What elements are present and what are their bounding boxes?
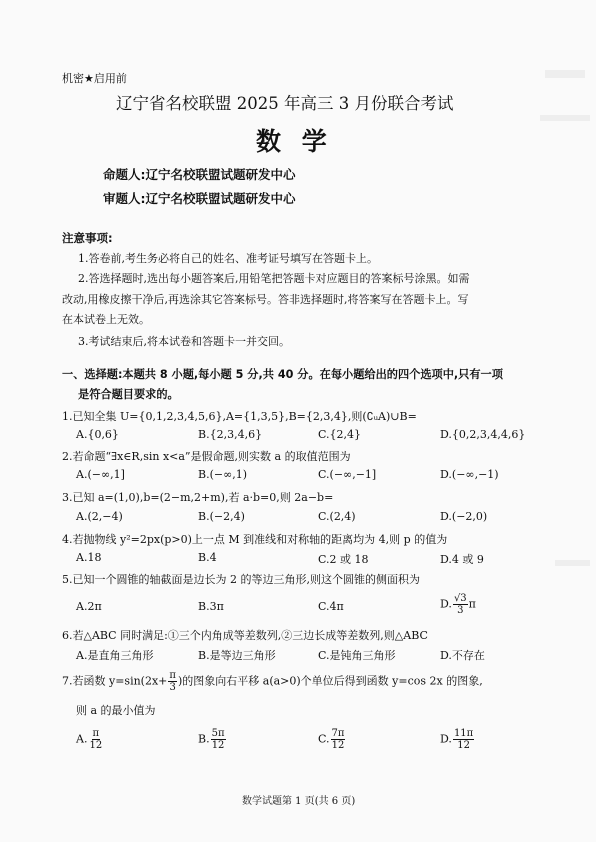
question-5-option-c: C.4π — [318, 600, 344, 613]
question-2-option-c: C.(−∞,−1] — [318, 468, 377, 481]
exam-title: 辽宁省名校联盟 2025 年高三 3 月份联合考试 — [116, 94, 454, 113]
section-heading-line-1: 一、选择题:本题共 8 小题,每小题 5 分,共 40 分。在每小题给出的四个选项中,只有一项 — [62, 368, 503, 381]
notes-title: 注意事项: — [62, 231, 113, 245]
question-7-option-a: A. $\frac{\pi}{12}$ — [76, 728, 103, 751]
question-4-option-d: D.4 或 9 — [440, 553, 484, 566]
bleed-mark — [540, 115, 590, 121]
question-3-option-a: A.(2,−4) — [76, 510, 123, 523]
note-1: 1.答卷前,考生务必将自己的姓名、准考证号填写在答题卡上。 — [78, 252, 378, 265]
option-c-fraction: $\frac{7\pi}{12}$ — [331, 728, 345, 751]
question-5-option-b: B.3π — [198, 600, 224, 613]
option-d-fraction: $\frac{√3}{3}$ — [453, 593, 467, 616]
question-5-stem: 5.已知一个圆锥的轴截面是边长为 2 的等边三角形,则这个圆锥的侧面积为 — [62, 573, 420, 586]
question-1-option-c: C.{2,4} — [318, 428, 362, 441]
subject-title: 数 学 — [256, 127, 333, 156]
bleed-mark — [555, 560, 590, 566]
question-6-option-b: B.是等边三角形 — [198, 649, 276, 662]
question-5-option-d: D. $\frac{√3}{3}$ π — [440, 593, 476, 616]
stem-fraction: $\frac{\pi}{3}$ — [169, 670, 176, 693]
question-4-option-b: B.4 — [198, 551, 217, 564]
note-2-line-3: 在本试卷上无效。 — [62, 313, 150, 326]
question-7-option-d: D. $\frac{11\pi}{12}$ — [440, 728, 474, 751]
note-2-line-2: 改动,用橡皮擦干净后,再选涂其它答案标号。答非选择题时,将答案写在答题卡上。写 — [62, 293, 469, 306]
question-6-option-d: D.不存在 — [440, 649, 485, 662]
question-6-option-c: C.是钝角三角形 — [318, 649, 396, 662]
question-1-option-b: B.{2,3,4,6} — [198, 428, 263, 441]
option-a-fraction: $\frac{\pi}{12}$ — [89, 728, 103, 751]
page-footer: 数学试题第 1 页(共 6 页) — [242, 796, 356, 807]
question-1-stem: 1.已知全集 U={0,1,2,3,4,5,6},A={1,3,5},B={2,3,4},则(∁ᵤA)∪B= — [62, 410, 417, 423]
question-6-stem: 6.若△ABC 同时满足:①三个内角成等差数列,②三边长成等差数列,则△ABC — [62, 629, 428, 642]
question-7-option-c: C. $\frac{7\pi}{12}$ — [318, 728, 345, 751]
question-7-option-b: B. $\frac{5\pi}{12}$ — [198, 728, 225, 751]
question-1-option-a: A.{0,6} — [76, 428, 119, 441]
bleed-mark — [545, 70, 585, 78]
question-4-option-a: A.18 — [76, 551, 102, 564]
question-3-option-d: D.(−2,0) — [440, 510, 488, 523]
question-3-option-b: B.(−2,4) — [198, 510, 245, 523]
note-3: 3.考试结束后,将本试卷和答题卡一并交回。 — [78, 335, 290, 348]
secret-label: 机密★启用前 — [62, 72, 127, 85]
question-5-option-a: A.2π — [76, 600, 102, 613]
author-line: 命题人:辽宁名校联盟试题研发中心 — [103, 167, 296, 182]
option-d-fraction: $\frac{11\pi}{12}$ — [453, 728, 474, 751]
question-2-option-d: D.(−∞,−1) — [440, 468, 499, 481]
question-4-stem: 4.若抛物线 y²=2px(p>0)上一点 M 到准线和对称轴的距离均为 4,则 p 的值为 — [62, 533, 448, 546]
question-2-option-a: A.(−∞,1] — [76, 468, 125, 481]
question-2-option-b: B.(−∞,1) — [198, 468, 248, 481]
question-1-option-d: D.{0,2,3,4,4,6} — [440, 428, 526, 441]
question-7-stem: 7.若函数 y=sin(2x+ $\frac{\pi}{3}$ )的图象向右平移 a(a>0)个单位后得到函数 y=cos 2x 的图象, — [62, 670, 483, 693]
reviewer-line: 审题人:辽宁名校联盟试题研发中心 — [103, 191, 296, 206]
question-6-option-a: A.是直角三角形 — [76, 649, 154, 662]
question-3-stem: 3.已知 a=(1,0),b=(2−m,2+m),若 a·b=0,则 2a−b= — [62, 491, 334, 504]
question-3-option-c: C.(2,4) — [318, 510, 356, 523]
option-b-fraction: $\frac{5\pi}{12}$ — [211, 728, 225, 751]
section-heading-line-2: 是符合题目要求的。 — [78, 388, 179, 401]
note-2-line-1: 2.答选择题时,选出每小题答案后,用铅笔把答题卡对应题目的答案标号涂黑。如需 — [78, 272, 470, 285]
question-7-stem-line-2: 则 a 的最小值为 — [76, 704, 156, 717]
question-2-stem: 2.若命题“∃x∈R,sin x<a”是假命题,则实数 a 的取值范围为 — [62, 450, 351, 463]
question-4-option-c: C.2 或 18 — [318, 553, 369, 566]
